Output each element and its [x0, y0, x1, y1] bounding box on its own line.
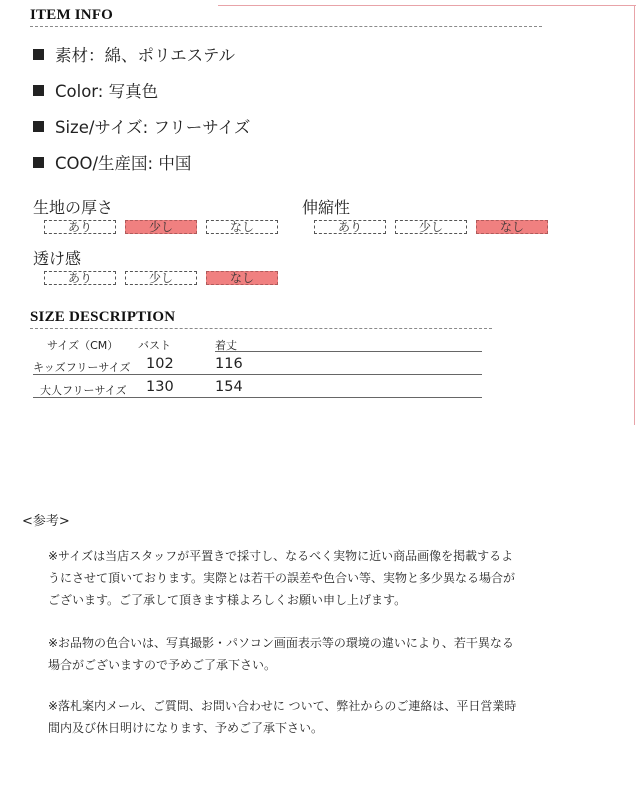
info-row-coo [33, 150, 191, 174]
thickness-option-ari: あり [44, 220, 116, 234]
item-info-heading: ITEM INFO [30, 7, 114, 23]
stretch-option-ari: あり [314, 220, 386, 234]
info-row-color [33, 78, 158, 102]
note-line: うにさせて頂いております。実際とは若干の誤差や色合い等、実物と多少異なる場合が [48, 571, 516, 585]
bullet-square-icon [33, 85, 44, 96]
sheer-option-nashi: なし [206, 271, 278, 285]
size-col-bust: バスト [138, 339, 171, 352]
size-row-kids-length: 116 [215, 356, 243, 372]
thickness-option-nashi: なし [206, 220, 278, 234]
item-info-divider [30, 26, 542, 27]
note-line: ございます。ご了承して頂きます様よろしくお願い申し上げます。 [48, 593, 407, 607]
notes-title: <参考> [22, 514, 70, 529]
info-row-text: 素材：綿、ポリエステル [55, 46, 236, 65]
info-row-text: Color: 写真色 [55, 82, 159, 101]
info-row-material [33, 42, 235, 66]
info-row-text: COO/生産国: 中国 [55, 154, 192, 173]
stretch-label: 伸縮性 [302, 198, 351, 217]
frame-line-right [634, 5, 635, 425]
size-col-size: サイズ（CM） [47, 339, 119, 352]
sheer-option-ari: あり [44, 271, 116, 285]
bullet-square-icon [33, 49, 44, 60]
size-row-kids-name: キッズフリーサイズ [33, 361, 131, 374]
size-row-adult-bust: 130 [146, 379, 174, 395]
bullet-square-icon [33, 121, 44, 132]
note-line: ※サイズは当店スタッフが平置きで採寸し、なるべく実物に近い商品画像を掲載するよ [48, 549, 514, 563]
thickness-label: 生地の厚さ [33, 198, 114, 217]
note-paragraph-color [48, 632, 568, 676]
frame-line-top [218, 5, 636, 6]
info-row-size [33, 114, 250, 138]
size-row-adult-name: 大人フリーサイズ [40, 384, 127, 397]
info-row-text: Size/サイズ: フリーサイズ [55, 118, 251, 137]
size-col-length: 着丈 [215, 339, 237, 352]
stretch-option-nashi: なし [476, 220, 548, 234]
note-line: 間内及び休日明けになります、予めご了承下さい。 [48, 721, 324, 735]
sheer-option-sukoshi: 少し [125, 271, 197, 285]
size-row-line [33, 374, 482, 375]
note-line: ※お品物の色合いは、写真撮影・パソコン画面表示等の環境の違いにより、若干異なる [48, 636, 514, 650]
sheer-label: 透け感 [33, 249, 82, 268]
note-line: 場合がございますので予めご了承下さい。 [48, 658, 277, 672]
note-paragraph-contact [48, 695, 568, 739]
size-row-adult-length: 154 [215, 379, 243, 395]
thickness-option-sukoshi: 少し [125, 220, 197, 234]
size-row-kids-bust: 102 [146, 356, 174, 372]
size-heading: SIZE DESCRIPTION [30, 309, 176, 325]
size-divider [30, 328, 492, 329]
note-paragraph-size [48, 545, 568, 611]
bullet-square-icon [33, 157, 44, 168]
size-row-line [33, 397, 482, 398]
note-line: ※落札案内メール、ご質問、お問い合わせに ついて、弊社からのご連絡は、平日営業時 [48, 699, 517, 713]
size-header-line [215, 351, 482, 352]
stretch-option-sukoshi: 少し [395, 220, 467, 234]
